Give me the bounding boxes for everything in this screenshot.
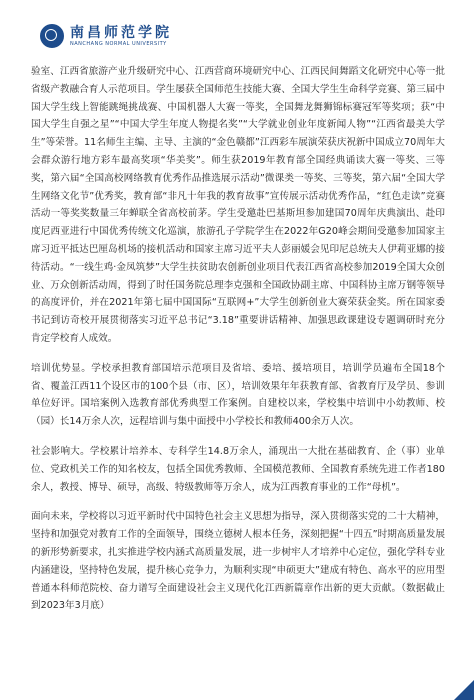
- paragraph-training: 培训优势显。学校承担教育部国培示范项目及省培、委培、援培项目，培训学员遍布全国18个省、覆盖江西11个设区市的100个县（市、区），培训效果年年获教育部、省教育厅及学员、参训单位好评。国培案例入选教育部优秀典型工作案例。自建校以来，学校集中培训中小幼教师、校（园）长14万余人次，远程培训与集中面授中小学校长和教师400余万人次。: [31, 362, 445, 428]
- university-seal-icon: [40, 24, 64, 48]
- paragraph-social-impact: 社会影响大。学校累计培养本、专科学生14.8万余人，涌现出一大批在基础教育、企（事）业单位、党政机关工作的知名校友，包括全国优秀教师、全国模范教师、全国教育系统先进工作者180余人，教授、博导、硕导，高级、特级教师等万余人，成为江西教育事业的工作“母机”。: [31, 445, 445, 493]
- page-header: [0, 0, 474, 70]
- school-name-en: NANCHANG NORMAL UNIVERSITY: [70, 41, 167, 47]
- paragraph-student-achievements: 验室、江西省旅游产业升级研究中心、江西营商环境研究中心、江西民间舞蹈文化研究中心等一批省级产教融合育人示范项目。学生屡获全国师范生技能大赛、全国大学生生命科学竞赛、第三届中国大学生线上智能跳绳挑战赛、中国机器人大赛一等奖，全国舞龙舞狮锦标赛冠军等奖项；获“中国大学生自强之星”“中国大学生年度人物提名奖”“大学就业创业年度新闻人物”“江西省最美大学生”等荣誉。11名师生主编、主导、主演的“金色赣都”江西彩车展演荣获庆祝新中国成立70周年大会群众游行地方彩车最高奖项“华美奖”。师生获2019年教育部全国经典诵读大赛一等奖、三等奖，第六届“全国高校网络教育优秀作品推选展示活动”微课类一等奖、三等奖，第六届“全国大学生网络文化节”优秀奖，教育部“非凡十年我的教育故事”宣传展示活动优秀作品，“红色走读”竞赛活动一等奖奖数量三年蝉联全省高校前茅。学生受邀赴巴基斯坦参加建国70周年庆典演出、赴印度尼西亚进行中国优秀传统文化巡演，旅游孔子学院学生在2022年G20峰会期间受邀参加国家主席习近平抵达巴厘岛机场的接机活动和国家主席习近平夫人彭丽媛会见印尼总统夫人伊莉亚娜的接待活动。“一线生鸡·金凤筑梦”大学生扶贫助农创新创业项目代表江西省高校参加2019全国大众创业、万众创新活动周，得到了时任国务院总理李克强和全国政协副主席、中国科协主席万钢等领导的高度评价，并在2021年第七届中国国际“互联网+”大学生创新创业大赛荣获金奖。所在国家委书记到访奇校开展贯彻落实习近平总书记“3.18”重要讲话精神、加强思政课建设专题调研时充分肯定学校育人成效。: [31, 66, 445, 344]
- paragraph-future: 面向未来，学校将以习近平新时代中国特色社会主义思想为指导，深入贯彻落实党的二十大精神，坚持和加强党对教育工作的全面领导，围绕立德树人根本任务，深刻把握“十四五”时期高质量发展的新形势新要求，扎实推进学校内涵式高质量发展，进一步树牢人才培养中心定位，强化学科专业内涵建设，坚持特色发展，提升核心竞争力，为顺利实现“申硕更大”建成有特色、高水平的应用型普通本科师范院校、奋力谱写全面建设社会主义现代化江西新篇章作出新的更大贡献。（数据截止到2023年3月底）: [31, 511, 445, 612]
- corner-decoration: [454, 680, 474, 700]
- university-logo: [40, 24, 172, 48]
- school-name: 南昌师范学院: [70, 25, 172, 41]
- logo-text: [70, 25, 172, 47]
- article-body: [31, 63, 445, 615]
